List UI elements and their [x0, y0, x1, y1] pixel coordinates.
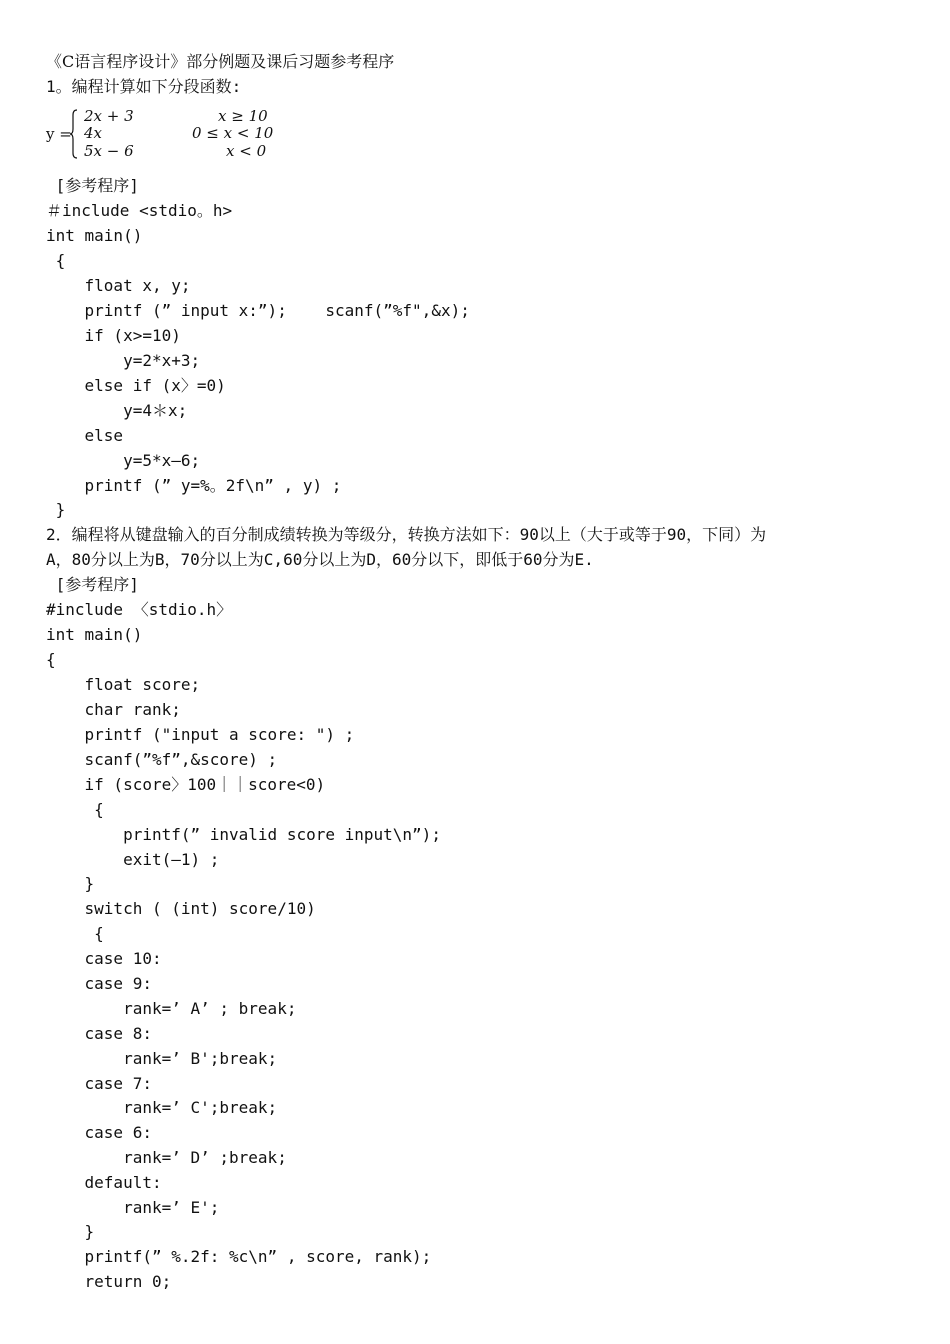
- q2-code-line: switch ( (int) score/10): [46, 899, 316, 918]
- formula-row-3-expr: 5x − 6: [84, 142, 134, 160]
- q2-code-line: rank=’ B';break;: [46, 1049, 278, 1068]
- q2-code-line: printf(” invalid score input\n”);: [46, 825, 441, 844]
- q2-code-line: }: [46, 1222, 95, 1241]
- doc-title: 《C语言程序设计》部分例题及课后习题参考程序: [46, 52, 395, 71]
- q2-code-line: case 9:: [46, 974, 152, 993]
- q2-code-line: default:: [46, 1173, 162, 1192]
- q1-code-line: printf (” input x:”); scanf(”%f",&x);: [46, 301, 470, 320]
- q2-code-line: int main(): [46, 625, 143, 644]
- formula-brace: [70, 109, 78, 159]
- q1-code-line: else if (x〉=0): [46, 376, 226, 395]
- q1-code-line: printf (” y=%。2f\n” , y) ;: [46, 476, 342, 495]
- q2-code-line: rank=’ C';break;: [46, 1098, 278, 1117]
- q2-code-line: rank=’ A’ ; break;: [46, 999, 297, 1018]
- q2-code-line: {: [46, 650, 56, 669]
- q2-code-line: case 6:: [46, 1123, 152, 1142]
- q1-code-line: else: [46, 426, 124, 445]
- q1-code-line: y=5*x—6;: [46, 451, 201, 470]
- q2-code-line: case 7:: [46, 1074, 152, 1093]
- q1-code-line: {: [46, 251, 66, 270]
- q1-code-line: ＃include <stdio。h>: [46, 201, 233, 220]
- q2-code-line: case 10:: [46, 949, 162, 968]
- q1-code-line: y=2*x+3;: [46, 351, 201, 370]
- q2-code-line: printf ("input a score: ") ;: [46, 725, 355, 744]
- q1-code-line: y=4＊x;: [46, 401, 188, 420]
- q2-code-line: }: [46, 874, 95, 893]
- q2-code-line: rank=’ E';: [46, 1198, 220, 1217]
- q1-code-line: float x, y;: [46, 276, 191, 295]
- q2-code-line: #include 〈stdio.h〉: [46, 600, 233, 619]
- formula-row-1-expr: 2x + 3: [84, 107, 134, 125]
- q2-code-line: scanf(”%f”,&score) ;: [46, 750, 278, 769]
- q2-code-line: return 0;: [46, 1272, 172, 1291]
- q2-prompt-line-1: 2．编程将从键盘输入的百分制成绩转换为等级分，转换方法如下：90以上（大于或等于90，下同）为: [46, 525, 767, 544]
- q2-code-line: if (score〉100｜｜score<0): [46, 775, 326, 794]
- q2-code-line: {: [46, 800, 104, 819]
- q2-ref-label: [参考程序]: [46, 575, 139, 594]
- formula-row-3-cond: x < 0: [226, 142, 267, 160]
- q2-code-line: printf(” %.2f: %c\n” , score, rank);: [46, 1247, 432, 1266]
- q2-code-line: {: [46, 924, 104, 943]
- formula-lhs: y =: [46, 125, 72, 143]
- q2-prompt-line-2: A，80分以上为B，70分以上为C,60分以上为D，60分以下，即低于60分为E.: [46, 550, 594, 569]
- formula-row-1-cond: x ≥ 10: [218, 107, 268, 125]
- q1-prompt: 1。编程计算如下分段函数:: [46, 77, 242, 96]
- formula-row-2-cond: 0 ≤ x < 10: [192, 124, 274, 142]
- q2-code-line: case 8:: [46, 1024, 152, 1043]
- q1-code-line: }: [46, 500, 66, 519]
- piecewise-formula: [46, 107, 286, 163]
- formula-row-2-expr: 4x: [84, 124, 103, 142]
- q1-ref-label: [参考程序]: [46, 176, 139, 195]
- q1-code-line: int main(): [46, 226, 143, 245]
- q2-code-line: rank=’ D’ ;break;: [46, 1148, 287, 1167]
- q2-code-line: exit(—1) ;: [46, 850, 220, 869]
- q1-code-line: if (x>=10): [46, 326, 181, 345]
- q2-code-line: float score;: [46, 675, 201, 694]
- q2-code-line: char rank;: [46, 700, 181, 719]
